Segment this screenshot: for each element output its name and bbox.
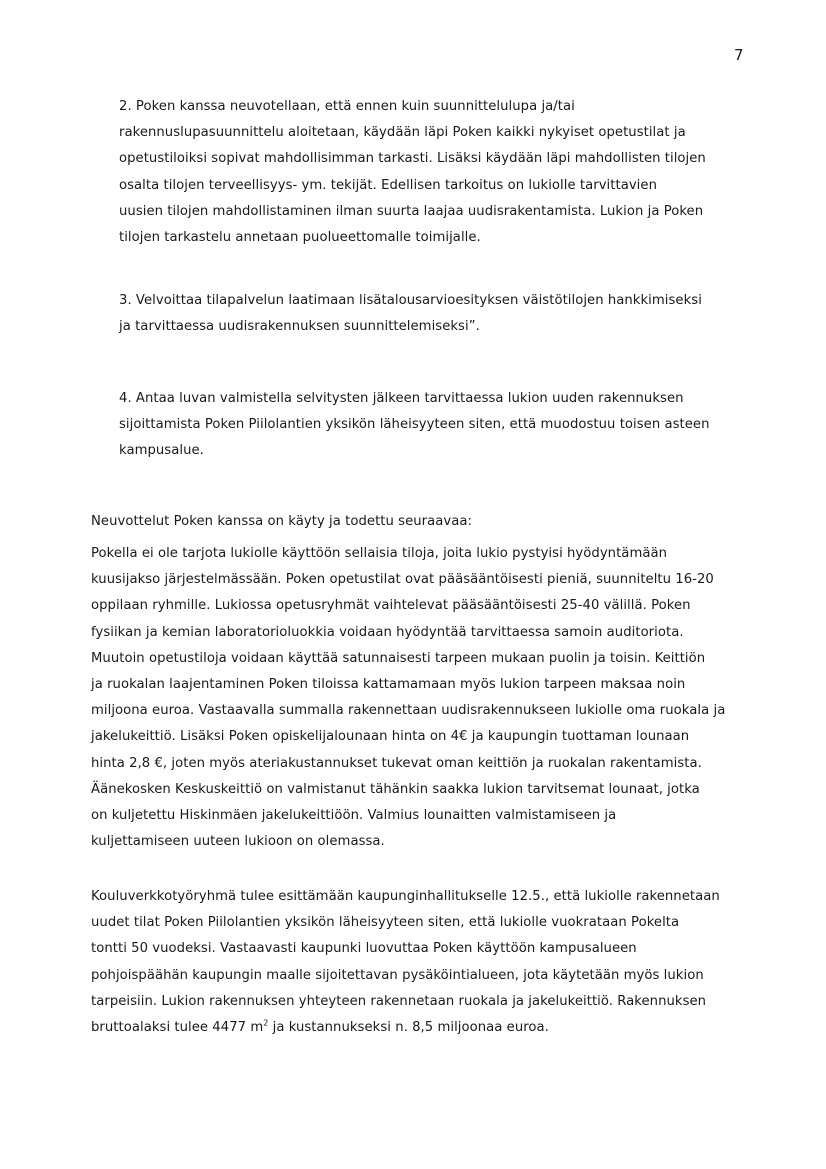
text-line: 3. Velvoittaa tilapalvelun laatimaan lisätalousarvioesityksen väistötilojen hankkimiseksi	[119, 293, 702, 308]
text-line: miljoona euroa. Vastaavalla summalla rakennettaan uudisrakennukseen lukiolle oma ruokala ja	[91, 703, 726, 719]
text-line: Muutoin opetustiloja voidaan käyttää satunnaisesti tarpeen mukaan puolin ja toisin. Keittiön	[91, 650, 706, 666]
text-line: 4. Antaa luvan valmistella selvitysten jälkeen tarvittaessa lukion uuden rakennuksen	[119, 391, 684, 406]
paragraph-proposal	[91, 884, 720, 1041]
paragraph-findings	[91, 541, 725, 855]
paragraph-point-3	[119, 288, 702, 340]
text-line: pohjoispäähän kaupungin maalle sijoitettavan pysäköintialueen, jota käytetään myös lukion	[91, 967, 704, 983]
text-line: oppilaan ryhmille. Lukiossa opetusryhmät vaihtelevat pääsääntöisesti 25-40 välillä. Poken	[91, 598, 691, 614]
page-number: 7	[734, 46, 744, 64]
text-line: fysiikan ja kemian laboratorioluokkia voidaan hyödyntää tarvittaessa samoin auditoriota.	[91, 624, 684, 640]
text-line: on kuljetettu Hiskinmäen jakelukeittiöön. Valmius lounaitten valmistamiseen ja	[91, 808, 617, 824]
text-fragment: ja kustannukseksi n. 8,5 miljoonaa euroa.	[268, 1020, 549, 1036]
text-line: ja ruokalan laajentaminen Poken tiloissa kattamamaan myös lukion tarpeen maksaa noin	[91, 677, 686, 693]
text-fragment: bruttoalaksi tulee 4477 m	[91, 1020, 264, 1036]
text-line: Pokella ei ole tarjota lukiolle käyttöön sellaisia tiloja, joita lukio pystyisi hyödyntämään	[91, 546, 668, 561]
text-line: 2. Poken kanssa neuvotellaan, että ennen kuin suunnittelulupa ja/tai	[119, 99, 575, 114]
text-line: Äänekosken Keskuskeittiö on valmistanut tähänkin saakka lukion tarvitsemat lounaat, jotka	[91, 781, 700, 797]
paragraph-intro	[91, 509, 472, 535]
paragraph-point-4	[119, 386, 710, 465]
text-line: uudet tilat Poken Piilolantien yksikön läheisyyteen siten, että lukiolle vuokrataan Pokelta	[91, 915, 680, 931]
paragraph-point-2	[119, 94, 706, 251]
text-line: Kouluverkkotyöryhmä tulee esittämään kaupunginhallitukselle 12.5., että lukiolle rakennetaan	[91, 889, 720, 904]
text-line-area	[91, 1015, 720, 1041]
text-line: tilojen tarkastelu annetaan puolueettomalle toimijalle.	[119, 230, 481, 246]
text-line: kampusalue.	[119, 443, 204, 459]
text-line: tarpeisiin. Lukion rakennuksen yhteyteen rakennetaan ruokala ja jakelukeittiö. Rakennuksen	[91, 993, 707, 1009]
text-line: uusien tilojen mahdollistaminen ilman suurta laajaa uudisrakentamista. Lukion ja Poken	[119, 203, 704, 219]
text-line: opetustiloiksi sopivat mahdollisimman tarkasti. Lisäksi käydään läpi mahdollisten tilojen	[119, 151, 706, 167]
text-line: tontti 50 vuodeksi. Vastaavasti kaupunki luovuttaa Poken käyttöön kampusalueen	[91, 941, 637, 957]
text-line: rakennuslupasuunnittelu aloitetaan, käydään läpi Poken kaikki nykyiset opetustilat ja	[119, 125, 686, 141]
text-line: kuljettamiseen uuteen lukioon on olemassa.	[91, 834, 385, 850]
text-line: kuusijakso järjestelmässään. Poken opetustilat ovat pääsääntöisesti pieniä, suunniteltu 16-20	[91, 572, 714, 588]
superscript-exponent: 2	[263, 1018, 269, 1028]
text-line: hinta 2,8 €, joten myös ateriakustannukset tukevat oman keittiön ja ruokalan rakentamista.	[91, 755, 702, 771]
text-line: osalta tilojen terveellisyys- ym. tekijät. Edellisen tarkoitus on lukiolle tarvittavien	[119, 177, 657, 193]
text-line: Neuvottelut Poken kanssa on käyty ja todettu seuraavaa:	[91, 514, 473, 529]
text-line: jakelukeittiö. Lisäksi Poken opiskelijalounaan hinta on 4€ ja kaupungin tuottaman lounaan	[91, 729, 690, 745]
text-line: ja tarvittaessa uudisrakennuksen suunnittelemiseksi”.	[119, 319, 480, 335]
text-line: sijoittamista Poken Piilolantien yksikön läheisyyteen siten, että muodostuu toisen asteen	[119, 417, 710, 433]
